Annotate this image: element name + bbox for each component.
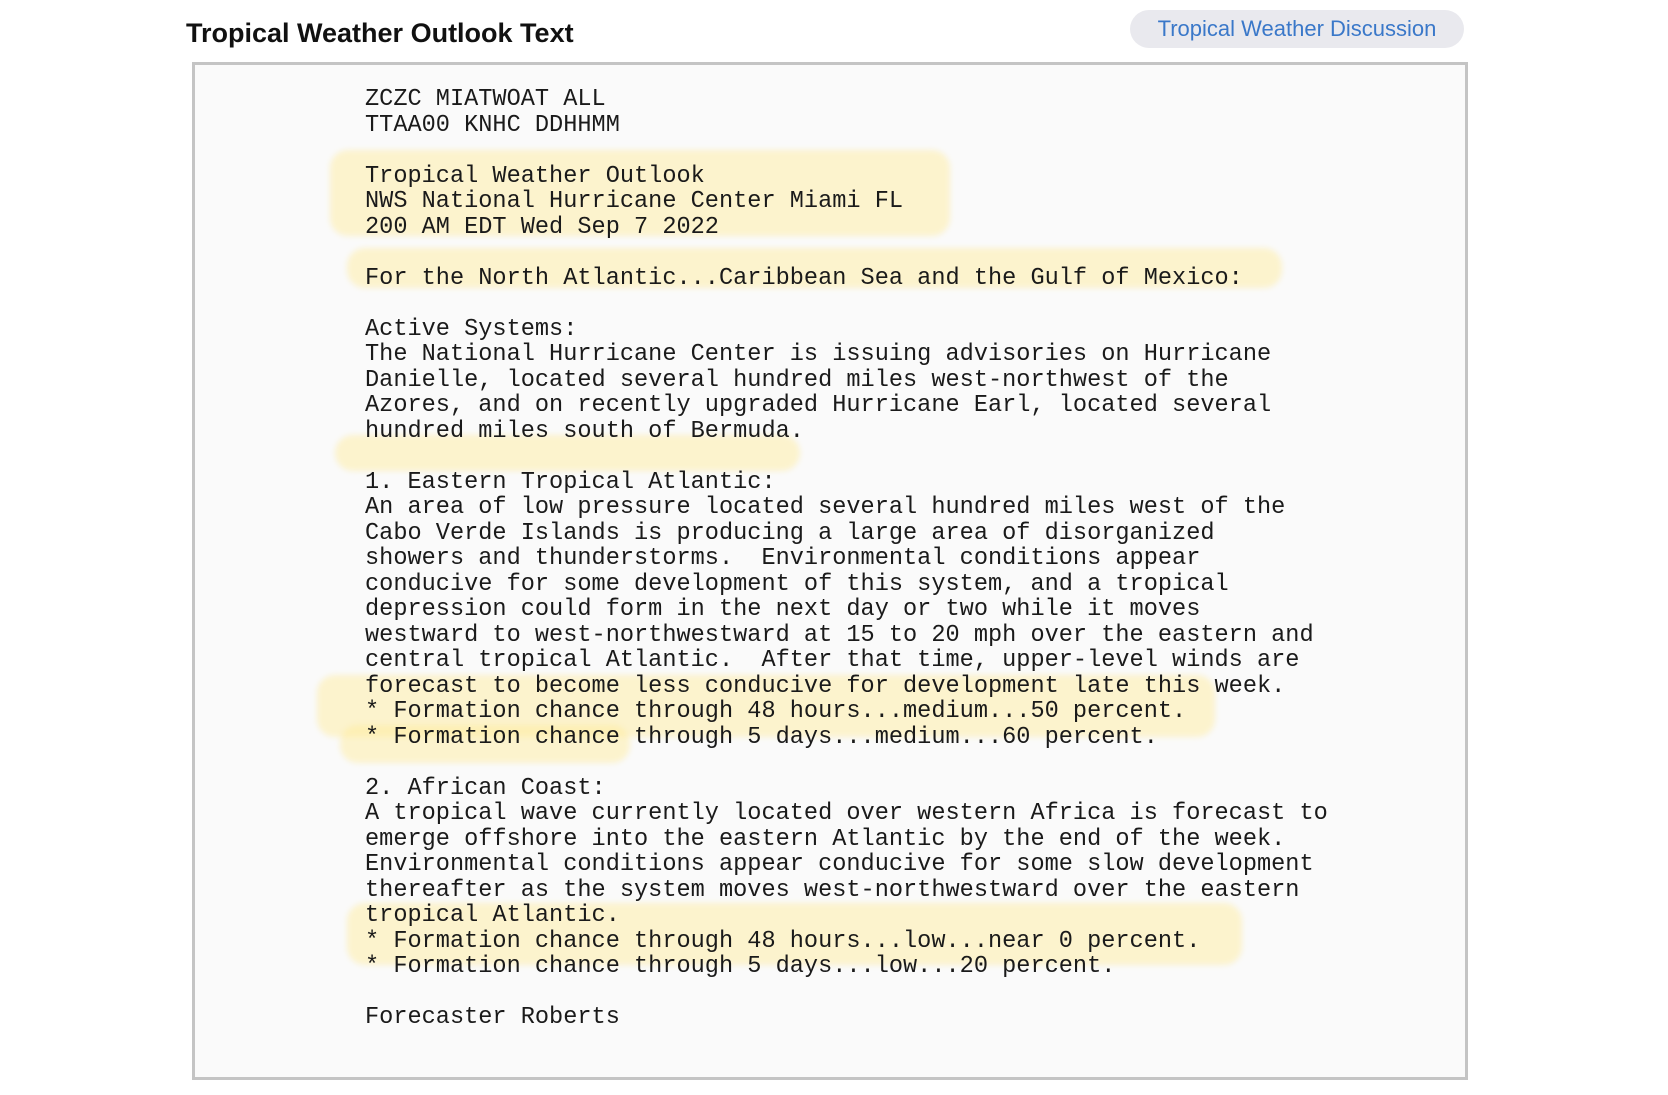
- outlook-line: * Formation chance through 5 days...low...20 percent.: [365, 953, 1116, 980]
- outlook-line: 200 AM EDT Wed Sep 7 2022: [365, 213, 719, 241]
- outlook-line: * Formation chance through 5 days...medium...60 percent.: [365, 723, 1158, 751]
- outlook-line: * Formation chance through 48 hours...low...near 0 percent.: [365, 927, 1201, 955]
- outlook-line: Cabo Verde Islands is producing a large area of disorganized: [365, 519, 1215, 547]
- outlook-line: tropical Atlantic.: [365, 902, 620, 929]
- outlook-line: The National Hurricane Center is issuing advisories on Hurricane: [365, 341, 1272, 368]
- outlook-line: [365, 444, 1328, 470]
- outlook-line: central tropical Atlantic. After that time, upper-level winds are: [365, 647, 1300, 674]
- outlook-line: TTAA00 KNHC DDHHMM: [365, 111, 620, 139]
- outlook-line: Azores, and on recently upgraded Hurricane Earl, located several: [365, 392, 1272, 419]
- outlook-product-text: [365, 87, 1328, 1031]
- outlook-line: A tropical wave currently located over western Africa is forecast to: [365, 800, 1328, 827]
- outlook-line: [365, 138, 1328, 164]
- outlook-line: For the North Atlantic...Caribbean Sea and the Gulf of Mexico:: [365, 264, 1243, 292]
- outlook-text-box: [192, 62, 1468, 1080]
- page-title: Tropical Weather Outlook Text: [186, 18, 574, 48]
- outlook-line: conducive for some development of this system, and a tropical: [365, 570, 1229, 598]
- outlook-line: [365, 980, 1328, 1006]
- outlook-line: Active Systems:: [365, 315, 578, 343]
- outlook-line: hundred miles south of Bermuda.: [365, 417, 804, 445]
- outlook-line: * Formation chance through 48 hours...medium...50 percent.: [365, 698, 1187, 725]
- outlook-line: Danielle, located several hundred miles west-northwest of the: [365, 366, 1229, 394]
- outlook-line: Tropical Weather Outlook: [365, 162, 705, 190]
- outlook-line: emerge offshore into the eastern Atlantic by the end of the week.: [365, 825, 1286, 853]
- outlook-line: forecast to become less conducive for development late this week.: [365, 672, 1286, 700]
- outlook-line: showers and thunderstorms. Environmental conditions appear: [365, 545, 1201, 572]
- outlook-line: ZCZC MIATWOAT ALL: [365, 86, 606, 113]
- outlook-line: 2. African Coast:: [365, 774, 606, 802]
- outlook-line: thereafter as the system moves west-northwestward over the eastern: [365, 876, 1300, 904]
- outlook-line: [365, 750, 1328, 776]
- tropical-weather-discussion-link[interactable]: Tropical Weather Discussion: [1130, 10, 1464, 48]
- outlook-line: westward to west-northwestward at 15 to 20 mph over the eastern and: [365, 621, 1314, 649]
- outlook-line: Forecaster Roberts: [365, 1004, 620, 1031]
- outlook-line: NWS National Hurricane Center Miami FL: [365, 188, 904, 215]
- outlook-line: 1. Eastern Tropical Atlantic:: [365, 468, 776, 496]
- outlook-line: An area of low pressure located several hundred miles west of the: [365, 494, 1286, 521]
- outlook-line: [365, 240, 1328, 266]
- outlook-line: depression could form in the next day or two while it moves: [365, 596, 1201, 623]
- outlook-line: Environmental conditions appear conducive for some slow development: [365, 851, 1314, 878]
- outlook-line: [365, 291, 1328, 317]
